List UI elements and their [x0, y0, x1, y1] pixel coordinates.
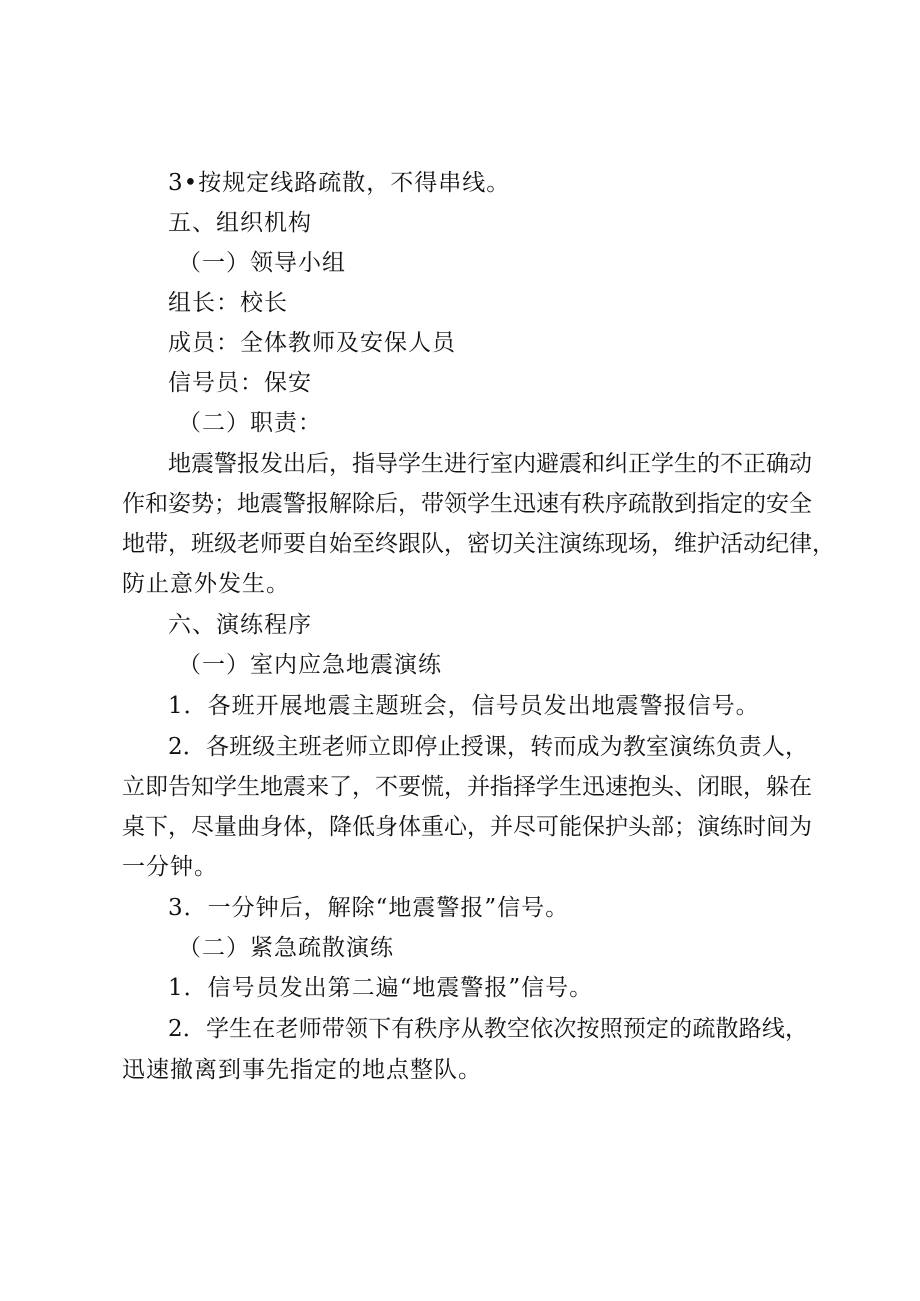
signal-officer-line: 信号员：保安 [168, 370, 312, 396]
duties-paragraph-line-4: 防止意外发生。 [122, 571, 290, 597]
duties-paragraph-line-3: 地带，班级老师要自始至终跟队，密切关注演练现场，维护活动纪律， [122, 531, 835, 557]
team-members-line: 成员：全体教师及安保人员 [168, 330, 456, 356]
subsection-evacuation-drill-heading: （二）紧急疏散演练 [178, 935, 394, 961]
evacuation-step-2-line-1: 2．学生在老师带领下有秩序从教空依次按照预定的疏散路线， [168, 1016, 808, 1042]
evacuation-step-1: 1．信号员发出第二遍“地震警报”信号。 [168, 975, 594, 1001]
subsection-indoor-drill-heading: （一）室内应急地震演练 [178, 652, 442, 678]
section-6-heading: 六、演练程序 [168, 612, 312, 638]
subsection-duties-heading: （二）职责： [178, 410, 322, 436]
indoor-step-2-line-4: 一分钟。 [122, 854, 218, 880]
indoor-step-3: 3．一分钟后，解除“地震警报”信号。 [168, 895, 570, 921]
duties-paragraph-line-1: 地震警报发出后，指导学生进行室内避震和纠正学生的不正确动 [168, 451, 812, 477]
subsection-leadership-heading: （一）领导小组 [178, 250, 346, 276]
indoor-step-1: 1．各班开展地震主题班会，信号员发出地震警报信号。 [168, 693, 760, 719]
indoor-step-2-line-1: 2．各班级主班老师立即停止授课，转而成为教室演练负责人， [168, 734, 808, 760]
team-leader-line: 组长：校长 [168, 290, 288, 316]
indoor-step-2-line-2: 立即告知学生地震来了，不要慌，并指择学生迅速抱头、闭眼，躲在 [122, 774, 812, 800]
duties-paragraph-line-2: 作和姿势；地震警报解除后，带领学生迅速有秩序疏散到指定的安全 [122, 491, 812, 517]
indoor-step-2-line-3: 桌下，尽量曲身体，降低身体重心，并尽可能保护头部；演练时间为 [122, 814, 812, 840]
evacuation-step-2-line-2: 迅速撤离到事先指定的地点整队。 [122, 1057, 482, 1083]
evacuation-rule-3: 3•按规定线路疏散，不得串线。 [168, 170, 511, 196]
section-5-heading: 五、组织机构 [168, 210, 312, 236]
